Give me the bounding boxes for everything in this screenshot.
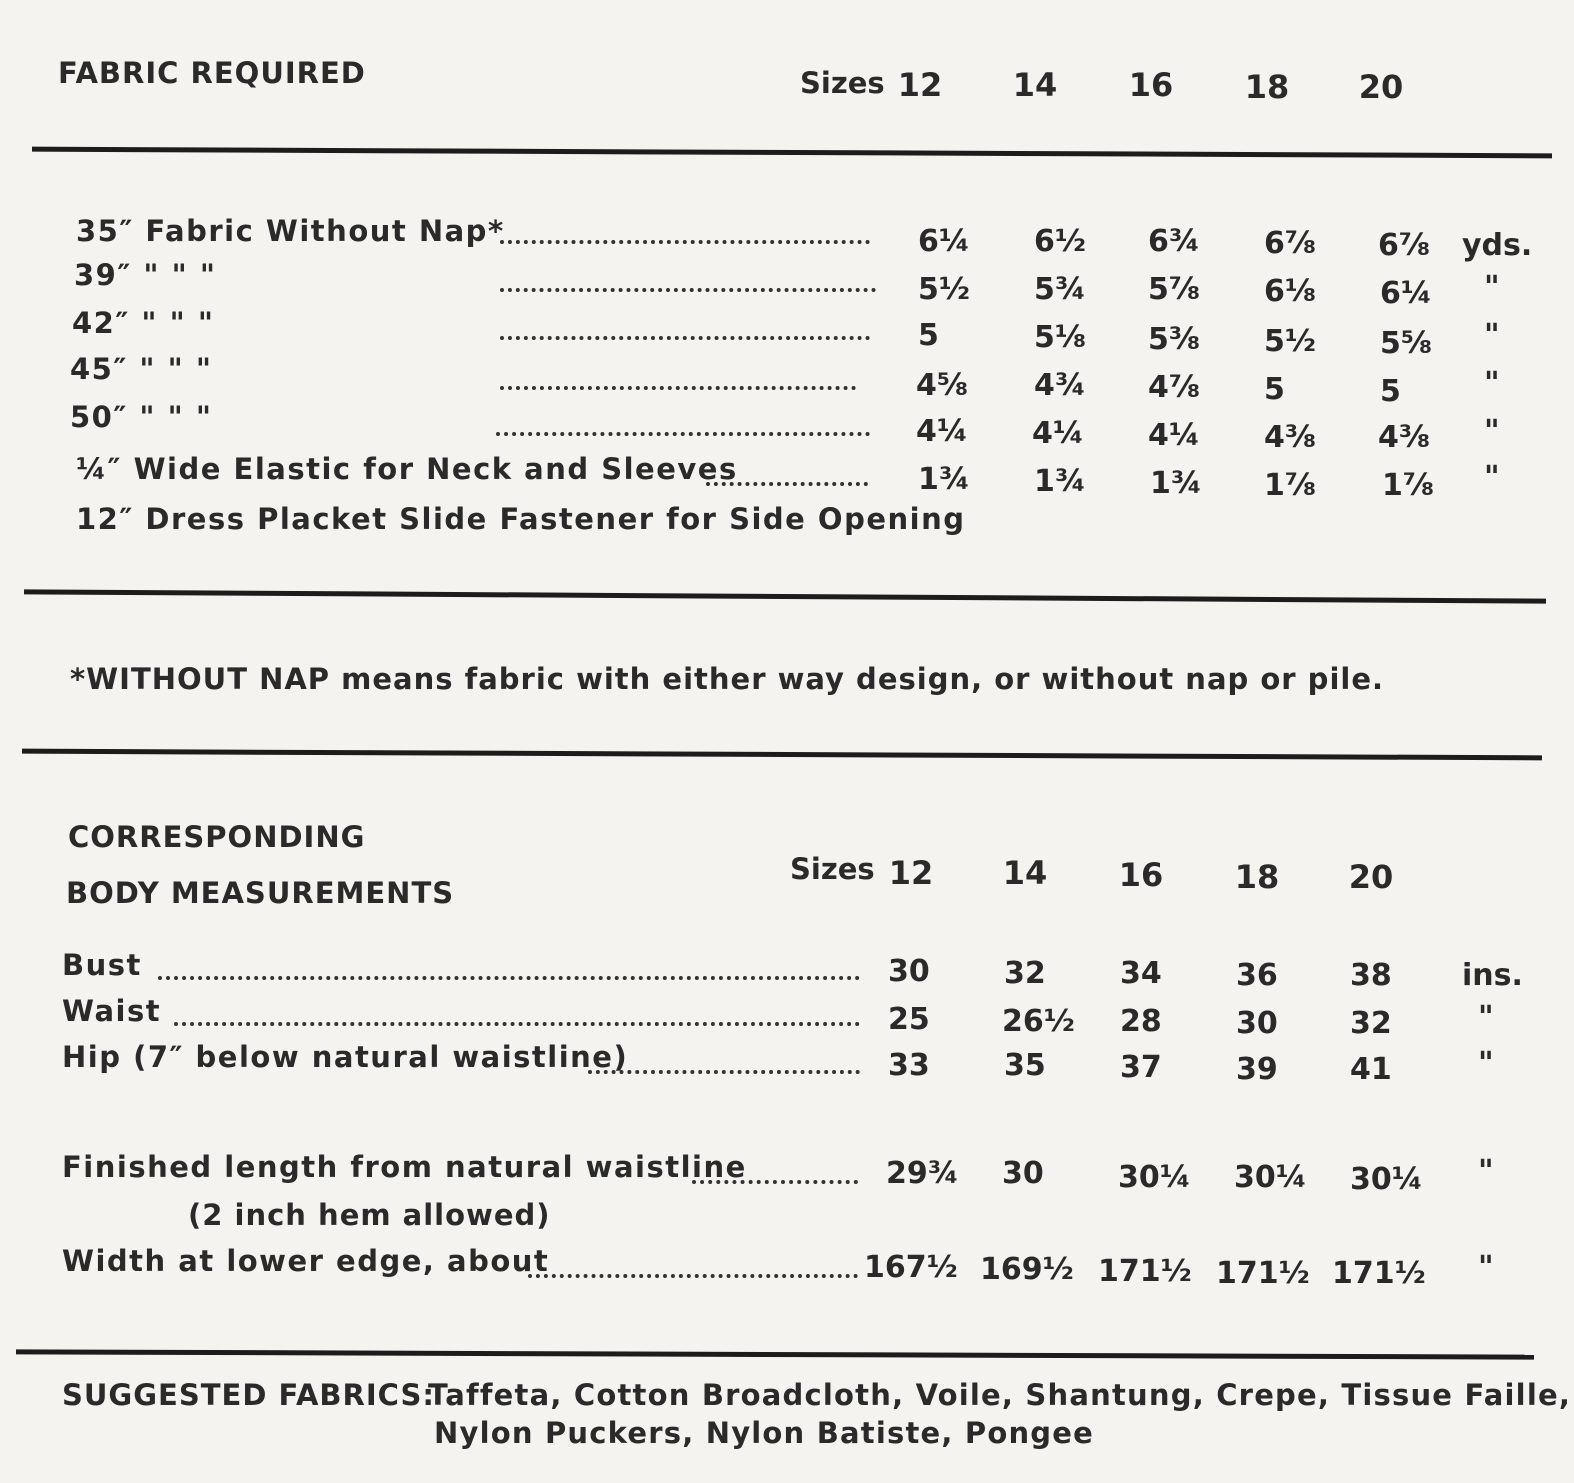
leader-dots	[174, 1022, 860, 1026]
body-size-header: 20	[1348, 858, 1394, 896]
fabric-row-label: 39″ " " "	[74, 258, 217, 292]
fabric-value: 5⅛	[1034, 320, 1086, 355]
fabric-unit: yds.	[1462, 228, 1533, 263]
body-unit: ins.	[1462, 958, 1523, 993]
fabric-value: 1¾	[1150, 466, 1202, 501]
divider	[24, 589, 1546, 603]
fabric-value: 1¾	[918, 462, 970, 497]
body-title-line2: BODY MEASUREMENTS	[66, 876, 455, 910]
body-size-header: 12	[888, 854, 934, 892]
fabric-value: 6¼	[918, 224, 970, 259]
fabric-row-label: ¼″ Wide Elastic for Neck and Sleeves	[76, 452, 738, 486]
fabric-value: 4⅝	[916, 368, 968, 403]
body-row-label: Waist	[62, 994, 162, 1028]
fabric-unit: "	[1484, 460, 1500, 495]
leader-dots	[706, 482, 868, 486]
body-sizes-label: Sizes	[790, 852, 875, 886]
fabric-value: 5	[1380, 374, 1401, 409]
fabric-row-label: 50″ " " "	[70, 400, 213, 434]
fabric-size-header: 12	[897, 66, 943, 104]
finished-length-label: Finished length from natural waistline	[62, 1150, 747, 1184]
leader-dots	[500, 386, 856, 390]
fabric-value: 4¼	[1032, 416, 1084, 451]
fabric-value: 1⅞	[1264, 468, 1316, 503]
finished-length-value: 30¼	[1118, 1160, 1191, 1195]
fabric-unit: "	[1484, 318, 1500, 353]
fabric-value: 5	[1264, 372, 1285, 407]
body-value: 30	[888, 954, 930, 989]
width-value: 167½	[864, 1250, 958, 1285]
leader-dots	[500, 336, 870, 340]
body-size-header: 14	[1002, 854, 1048, 892]
body-value: 32	[1350, 1006, 1392, 1041]
hem-note: (2 inch hem allowed)	[188, 1198, 551, 1232]
fabric-size-header: 14	[1012, 66, 1058, 104]
fabric-value: 6½	[1034, 224, 1086, 259]
divider	[32, 147, 1552, 159]
body-value: 32	[1004, 956, 1046, 991]
width-value: 171½	[1098, 1254, 1192, 1289]
body-value: 34	[1120, 956, 1162, 991]
body-unit: "	[1478, 1000, 1494, 1035]
body-value: 39	[1236, 1052, 1278, 1087]
body-value: 33	[888, 1048, 930, 1083]
fabric-value: 6¾	[1148, 224, 1200, 259]
fabric-required-title: FABRIC REQUIRED	[58, 56, 366, 90]
body-row-label: Bust	[62, 948, 142, 982]
fabric-value: 4⅜	[1378, 420, 1430, 455]
leader-dots	[528, 1274, 858, 1278]
width-value: 171½	[1216, 1256, 1310, 1291]
finished-length-value: 30¼	[1350, 1162, 1423, 1197]
suggested-fabrics-line1: Taffeta, Cotton Broadcloth, Voile, Shantung, Crepe, Tissue Faille,	[428, 1378, 1572, 1412]
fabric-value: 4¼	[1148, 418, 1200, 453]
body-value: 35	[1004, 1048, 1046, 1083]
body-value: 41	[1350, 1052, 1392, 1087]
finished-length-unit: "	[1478, 1154, 1494, 1189]
fabric-sizes-label: Sizes	[800, 66, 885, 100]
fabric-value: 4⅞	[1148, 370, 1200, 405]
fabric-value: 5½	[918, 272, 970, 307]
fabric-value: 4⅜	[1264, 420, 1316, 455]
fabric-extra-line: 12″ Dress Placket Slide Fastener for Side Opening	[76, 502, 966, 536]
fabric-size-header: 20	[1358, 68, 1404, 106]
fabric-value: 5⅜	[1148, 322, 1200, 357]
body-value: 36	[1236, 958, 1278, 993]
width-unit: "	[1478, 1250, 1494, 1285]
finished-length-value: 30	[1002, 1156, 1044, 1191]
leader-dots	[692, 1180, 858, 1184]
fabric-size-header: 18	[1244, 68, 1290, 106]
divider	[22, 749, 1542, 761]
fabric-row-label: 42″ " " "	[72, 306, 215, 340]
body-size-header: 16	[1118, 856, 1164, 894]
fabric-row-label: 45″ " " "	[70, 352, 213, 386]
fabric-value: 5⅞	[1148, 272, 1200, 307]
fabric-unit: "	[1484, 414, 1500, 449]
finished-length-value: 30¼	[1234, 1160, 1307, 1195]
body-value: 38	[1350, 958, 1392, 993]
fabric-value: 6⅞	[1378, 228, 1430, 263]
fabric-value: 1⅞	[1382, 468, 1434, 503]
fabric-unit: "	[1484, 270, 1500, 305]
body-row-label: Hip (7″ below natural waistline)	[62, 1040, 629, 1074]
fabric-value: 5½	[1264, 324, 1316, 359]
fabric-unit: "	[1484, 366, 1500, 401]
fabric-value: 5	[918, 318, 939, 353]
finished-length-value: 29¾	[886, 1156, 959, 1191]
body-value: 26½	[1002, 1004, 1075, 1039]
body-value: 37	[1120, 1050, 1162, 1085]
fabric-value: 6⅛	[1264, 274, 1316, 309]
leader-dots	[496, 432, 870, 436]
width-label: Width at lower edge, about	[62, 1244, 550, 1278]
leader-dots	[588, 1070, 860, 1074]
fabric-value: 6⅞	[1264, 226, 1316, 261]
fabric-value: 4¼	[916, 414, 968, 449]
body-value: 30	[1236, 1006, 1278, 1041]
body-size-header: 18	[1234, 858, 1280, 896]
fabric-value: 5⅝	[1380, 326, 1432, 361]
leader-dots	[500, 240, 870, 244]
fabric-value: 6¼	[1380, 276, 1432, 311]
fabric-size-header: 16	[1128, 66, 1174, 104]
suggested-fabrics-line2: Nylon Puckers, Nylon Batiste, Pongee	[434, 1416, 1095, 1450]
body-unit: "	[1478, 1046, 1494, 1081]
body-title-line1: CORRESPONDING	[68, 820, 366, 854]
suggested-fabrics-label: SUGGESTED FABRICS:	[62, 1378, 435, 1412]
fabric-value: 4¾	[1034, 368, 1086, 403]
width-value: 171½	[1332, 1256, 1426, 1291]
body-value: 25	[888, 1002, 930, 1037]
divider	[16, 1349, 1534, 1359]
fabric-value: 5¾	[1034, 272, 1086, 307]
width-value: 169½	[980, 1252, 1074, 1287]
body-value: 28	[1120, 1004, 1162, 1039]
fabric-value: 1¾	[1034, 464, 1086, 499]
nap-note: *WITHOUT NAP means fabric with either way design, or without nap or pile.	[70, 662, 1385, 696]
leader-dots	[500, 288, 876, 292]
fabric-row-label: 35″ Fabric Without Nap*	[76, 214, 505, 248]
leader-dots	[158, 976, 860, 980]
